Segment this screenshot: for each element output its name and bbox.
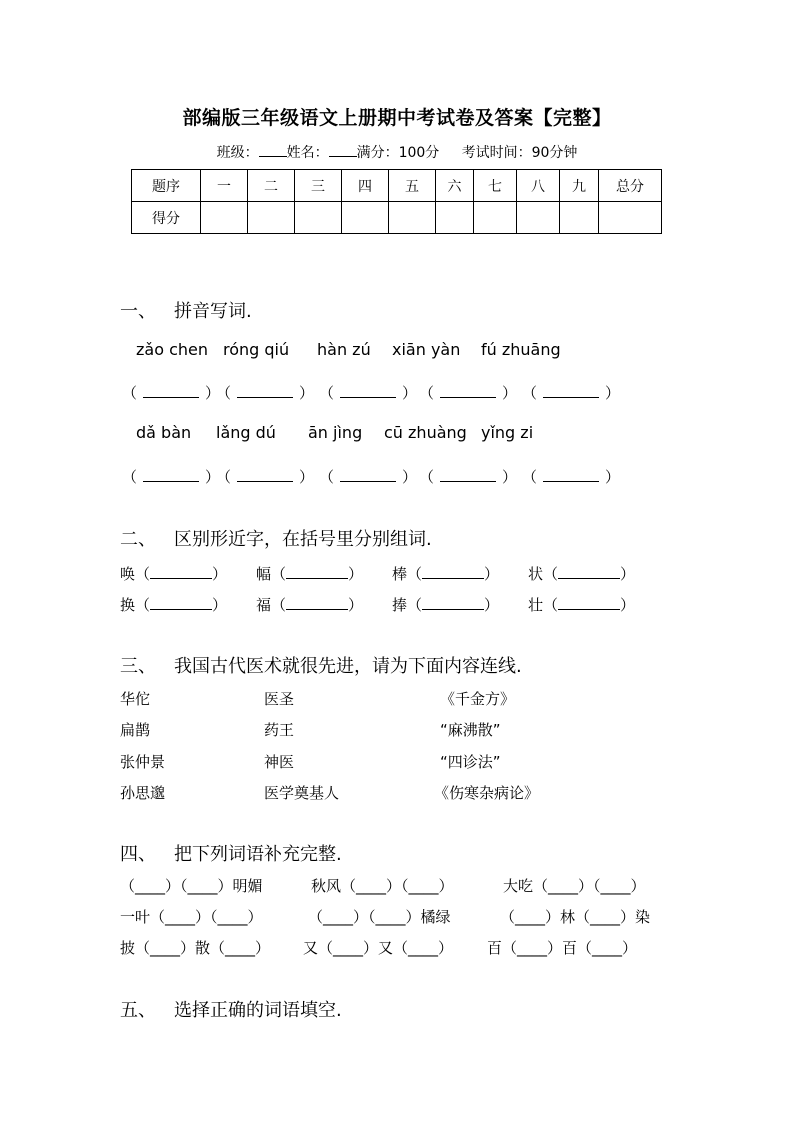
full-score: 满分：100分	[356, 145, 440, 161]
pinyin: ān jìng	[308, 423, 363, 442]
idiom-blank[interactable]: 秋风（____）（____）	[311, 877, 454, 895]
section-title: 区别形近字，在括号里分别组词.	[174, 529, 432, 550]
pinyin: hàn zú	[317, 340, 371, 359]
table-header-cell: 八	[517, 170, 560, 202]
table-header-cell: 七	[474, 170, 517, 202]
table-header-cell: 四	[342, 170, 389, 202]
section-5-heading	[120, 996, 342, 1022]
answer-blank[interactable]: （ ）	[122, 384, 221, 402]
table-header-cell: 九	[560, 170, 599, 202]
char-blank[interactable]: 换（ ）	[120, 596, 228, 614]
table-header-cell: 五	[389, 170, 436, 202]
section-number: 四、	[120, 844, 156, 865]
section-2-heading	[120, 525, 432, 551]
table-header-cell: 六	[436, 170, 474, 202]
doctor-work[interactable]: “麻沸散”	[440, 721, 501, 739]
doctor-title[interactable]: 医圣	[264, 690, 295, 708]
score-table-header	[132, 170, 662, 202]
class-blank[interactable]	[259, 144, 287, 157]
char: 幅	[256, 565, 272, 583]
page-title: 部编版三年级语文上册期中考试卷及答案【完整】	[182, 107, 612, 129]
name-label: 姓名：	[286, 145, 329, 161]
char-blank[interactable]: 棒（ ）	[392, 565, 500, 583]
score-cell[interactable]	[436, 202, 474, 234]
doctor-name[interactable]: 扁鹊	[120, 721, 151, 739]
table-header-cell: 题序	[132, 170, 201, 202]
section-title: 把下列词语补充完整.	[174, 844, 342, 865]
pinyin: zǎo chen	[136, 340, 208, 359]
idiom-blank[interactable]: （____）林（____）染	[500, 908, 651, 926]
idiom-blank[interactable]: （____）（____）明媚	[120, 877, 263, 895]
pinyin: cū zhuàng	[384, 423, 467, 442]
score-cell[interactable]	[295, 202, 342, 234]
char: 壮	[528, 596, 544, 614]
class-label: 班级：	[216, 145, 259, 161]
idiom-blank[interactable]: 大吃（____）（____）	[503, 877, 646, 895]
doctor-work[interactable]: “四诊法”	[440, 753, 501, 771]
char-blank[interactable]: 福（ ）	[256, 596, 364, 614]
char: 状	[528, 565, 544, 583]
answer-blank[interactable]: （ ）	[319, 384, 418, 402]
score-cell[interactable]	[248, 202, 295, 234]
pinyin: fú zhuāng	[481, 340, 561, 359]
section-number: 三、	[120, 656, 156, 677]
table-header-cell: 三	[295, 170, 342, 202]
answer-blank[interactable]: （ ）	[419, 468, 518, 486]
char: 捧	[392, 596, 408, 614]
idiom-blank[interactable]: 一叶（____）（____）	[120, 908, 263, 926]
score-cell[interactable]	[517, 202, 560, 234]
score-table-row	[132, 202, 662, 234]
section-title: 我国古代医术就很先进，请为下面内容连线.	[174, 656, 522, 677]
char-blank[interactable]: 捧（ ）	[392, 596, 500, 614]
idiom-blank[interactable]: 又（____）又（____）	[303, 939, 454, 957]
answer-blank[interactable]: （ ）	[522, 468, 621, 486]
char-blank[interactable]: 状（ ）	[528, 565, 636, 583]
doctor-title[interactable]: 神医	[264, 753, 295, 771]
answer-blank[interactable]: （ ）	[522, 384, 621, 402]
section-4-heading	[120, 840, 342, 866]
char: 棒	[392, 565, 408, 583]
pinyin: lǎng dú	[216, 423, 276, 442]
table-header-cell: 总分	[599, 170, 662, 202]
exam-time: 考试时间：90分钟	[461, 145, 578, 161]
idiom-blank[interactable]: （____）（____）橘绿	[308, 908, 451, 926]
table-header-cell: 二	[248, 170, 295, 202]
answer-blank[interactable]: （ ）	[216, 384, 315, 402]
score-table	[131, 169, 662, 234]
score-cell[interactable]	[342, 202, 389, 234]
pinyin: róng qiú	[223, 340, 290, 359]
pinyin: xiān yàn	[392, 340, 461, 359]
score-cell[interactable]	[389, 202, 436, 234]
answer-blank[interactable]: （ ）	[216, 468, 315, 486]
section-number: 一、	[120, 301, 156, 322]
section-number: 二、	[120, 529, 156, 550]
doctor-title[interactable]: 药王	[264, 721, 295, 739]
answer-blank[interactable]: （ ）	[419, 384, 518, 402]
pinyin: yǐng zi	[481, 423, 534, 442]
table-header-cell: 一	[201, 170, 248, 202]
doctor-work[interactable]: 《伤寒杂病论》	[434, 784, 540, 802]
name-blank[interactable]	[329, 144, 357, 157]
doctor-title[interactable]: 医学奠基人	[264, 784, 340, 802]
char: 换	[120, 596, 136, 614]
char-blank[interactable]: 唤（ ）	[120, 565, 228, 583]
score-cell[interactable]	[599, 202, 662, 234]
section-title: 拼音写词.	[174, 301, 252, 322]
char-blank[interactable]: 幅（ ）	[256, 565, 364, 583]
doctor-name[interactable]: 孙思邈	[120, 784, 166, 802]
section-title: 选择正确的词语填空.	[174, 1000, 342, 1021]
doctor-name[interactable]: 张仲景	[120, 753, 166, 771]
doctor-name[interactable]: 华佗	[120, 690, 151, 708]
answer-blank[interactable]: （ ）	[319, 468, 418, 486]
doctor-work[interactable]: 《千金方》	[440, 690, 516, 708]
score-cell[interactable]	[201, 202, 248, 234]
answer-blank[interactable]: （ ）	[122, 468, 221, 486]
char-blank[interactable]: 壮（ ）	[528, 596, 636, 614]
char: 福	[256, 596, 272, 614]
section-1-heading	[120, 297, 252, 323]
char: 唤	[120, 565, 136, 583]
score-cell[interactable]	[474, 202, 517, 234]
pinyin: dǎ bàn	[136, 423, 192, 442]
section-3-heading	[120, 652, 522, 678]
idiom-blank[interactable]: 百（____）百（____）	[487, 939, 638, 957]
score-cell[interactable]	[560, 202, 599, 234]
exam-info	[0, 142, 794, 162]
section-number: 五、	[120, 1000, 156, 1021]
idiom-blank[interactable]: 披（____）散（____）	[120, 939, 271, 957]
row-label: 得分	[132, 202, 201, 234]
